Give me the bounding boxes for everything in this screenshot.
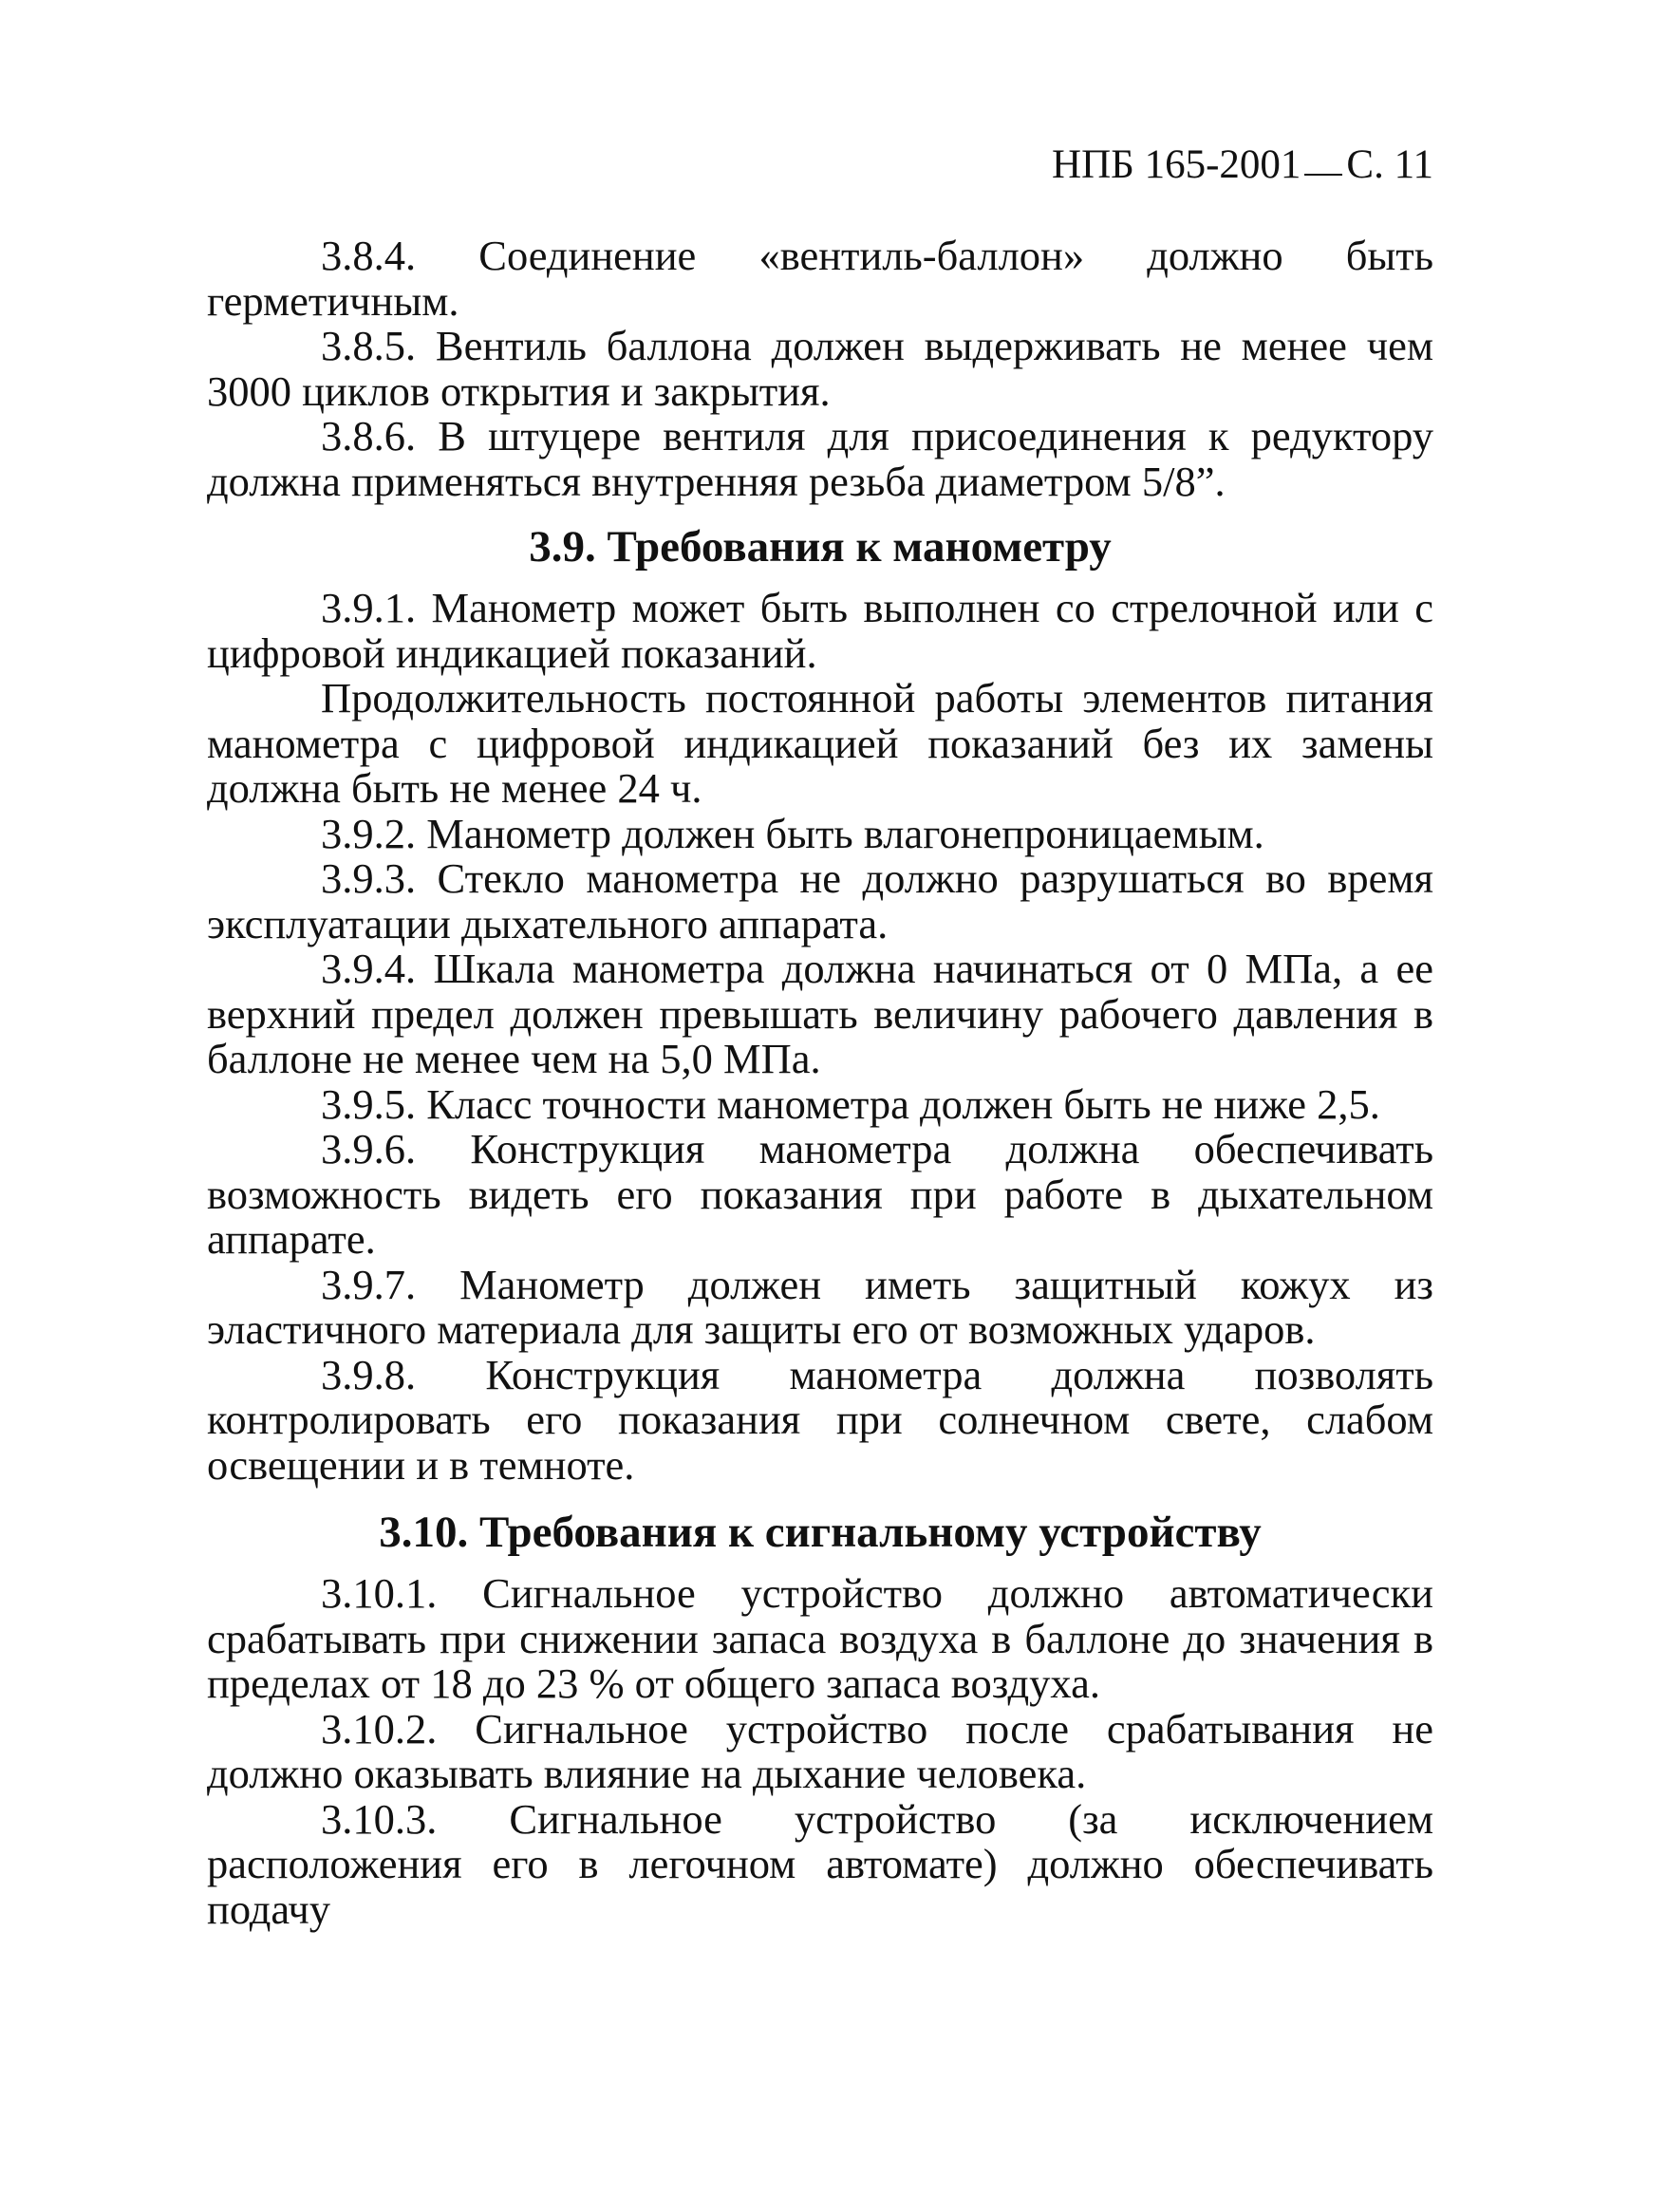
paragraph-3-9-4: 3.9.4. Шкала манометра должна начинаться от 0 МПа, а ее верхний предел должен превышать величину рабочего давления в баллоне не менее чем на 5,0 МПа. [207,945,1433,1082]
paragraph-3-10-3: 3.10.3. Сигнальное устройство (за исключением расположения его в легочном автомате) должно обеспечивать подачу [207,1794,1433,1933]
running-header [1052,144,1433,185]
paragraph-3-9-3: 3.9.3. Стекло манометра не должно разрушаться во время эксплуатации дыхательного аппарата. [207,854,1433,947]
section-heading-3-9: 3.9. Требования к манометру [529,522,1112,572]
paragraph-3-9-2: 3.9.2. Манометр должен быть влагонепроницаемым. [321,809,1264,857]
section-heading-3-10: 3.10. Требования к сигнальному устройству [379,1508,1262,1557]
paragraph-3-10-2: 3.10.2. Сигнальное устройство после срабатывания не должно оказывать влияние на дыхание человека. [207,1704,1433,1797]
page-content [207,234,1433,1932]
paragraph-3-8-6: 3.8.6. В штуцере вентиля для присоединения к редуктору должна применяться внутренняя резьба диаметром 5/8”. [207,412,1433,505]
paragraph-3-9-1: 3.9.1. Манометр может быть выполнен со стрелочной или с цифровой индикацией показаний. [207,584,1433,677]
paragraph-3-9-8: 3.9.8. Конструкция манометра должна позволять контролировать его показания при солнечном свете, слабом освещении и в темноте. [207,1350,1433,1489]
page-number: С. 11 [1346,142,1433,187]
paragraph-3-9-5: 3.9.5. Класс точности манометра должен быть не ниже 2,5. [321,1079,1380,1128]
paragraph-3-9-6: 3.9.6. Конструкция манометра должна обеспечивать возможность видеть его показания при работе в дыхательном аппарате. [207,1125,1433,1263]
paragraph-3-10-1: 3.10.1. Сигнальное устройство должно автоматически срабатывать при снижении запаса воздуха в баллоне до значения в пределах от 18 до 23 % от общего запаса воздуха. [207,1569,1433,1707]
header-separator [1304,174,1342,176]
document-code: НПБ 165-2001 [1052,142,1301,187]
paragraph-3-8-5: 3.8.5. Вентиль баллона должен выдерживать не менее чем 3000 циклов открытия и закрытия. [207,322,1433,415]
paragraph-3-9-1-continued: Продолжительность постоянной работы элементов питания манометра с цифровой индикацией показаний без их замены должна быть не менее 24 ч. [207,674,1433,812]
paragraph-3-8-4: 3.8.4. Соединение «вентиль-баллон» должно быть герметичным. [207,232,1433,325]
paragraph-3-9-7: 3.9.7. Манометр должен иметь защитный кожух из эластичного материала для защиты его от возможных ударов. [207,1260,1433,1353]
